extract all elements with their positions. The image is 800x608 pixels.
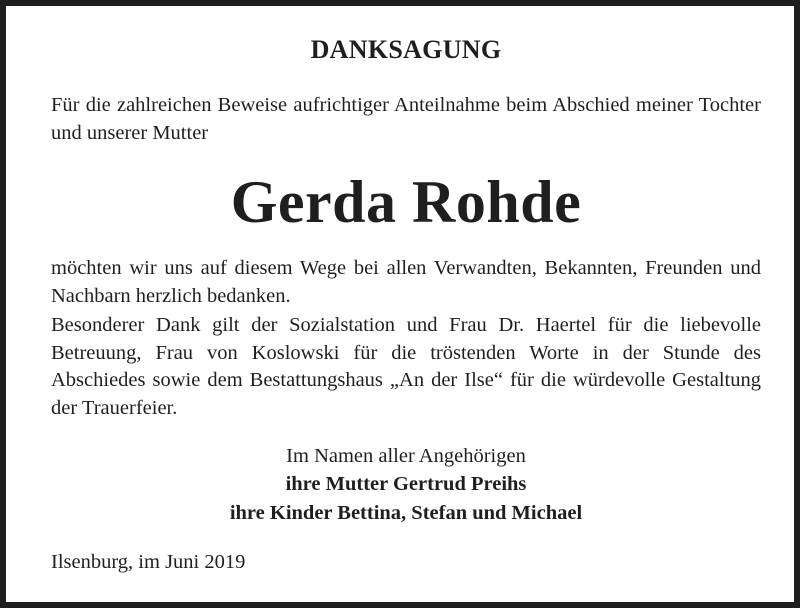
place-date: Ilsenburg, im Juni 2019 xyxy=(51,551,246,573)
signature-children: ihre Kinder Bettina, Stefan und Michael xyxy=(229,502,583,524)
notice-heading: DANKSAGUNG xyxy=(310,35,502,64)
deceased-name: Gerda Rohde xyxy=(230,169,582,235)
special-thanks-paragraph: Besonderer Dank gilt der Sozialstation und Frau Dr. Haertel für die liebevolle Betreuung, Frau von Koslowski für die tröstenden Worte in der Stunde des Abschiedes sowie dem Bestattungshaus „An der Ilse“ für die würdevolle Gestaltung der Trauerfeier. xyxy=(51,314,761,419)
intro-paragraph: Für die zahlreichen Beweise aufrichtiger Anteilnahme beim Abschied meiner Tochter und unserer Mutter xyxy=(51,94,761,144)
thanks-paragraph: möchten wir uns auf diesem Wege bei allen Verwandten, Bekannten, Freunden und Nachbarn herzlich bedanken. xyxy=(51,257,761,307)
signature-intro: Im Namen aller Angehörigen xyxy=(286,445,526,467)
signature-mother: ihre Mutter Gertrud Preihs xyxy=(285,473,527,495)
